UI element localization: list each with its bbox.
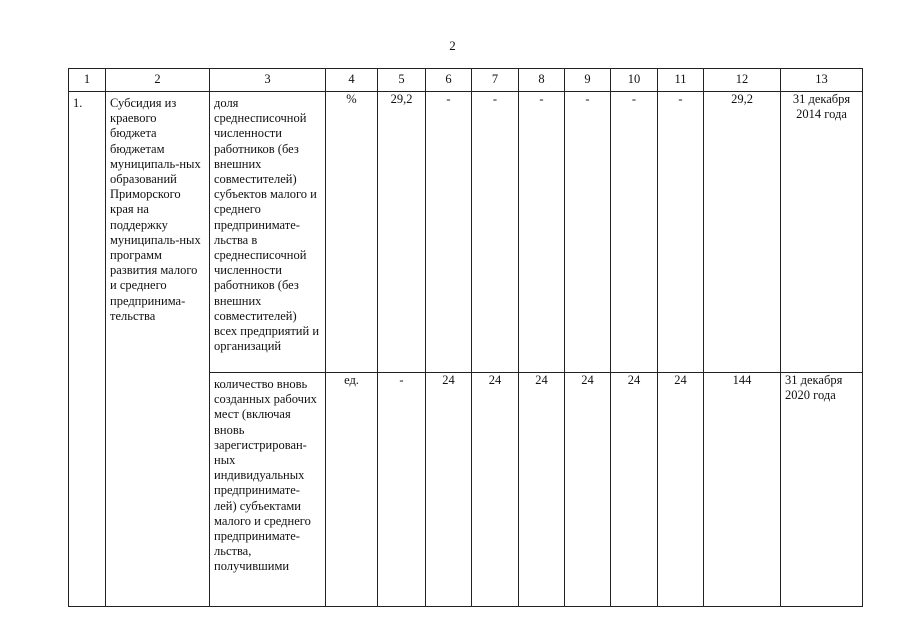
subsidy-name: Субсидия из краевого бюджета бюджетам муниципаль-ных образований Приморского края на поддержку муниципаль-ных программ развития малого и среднего предпринима-тельства — [110, 96, 201, 323]
header-cell: 12 — [704, 69, 781, 92]
value-cell: 24 — [658, 373, 704, 607]
value-cell: 24 — [565, 373, 611, 607]
indicators-table — [68, 68, 863, 607]
value-cell: - — [378, 373, 426, 607]
deadline-cell: 31 декабря 2020 года — [781, 373, 863, 607]
header-cell: 1 — [69, 69, 106, 92]
header-cell: 2 — [106, 69, 210, 92]
value-cell: 24 — [519, 373, 565, 607]
value-cell: - — [611, 92, 658, 373]
value-cell: - — [472, 92, 519, 373]
header-cell: 6 — [426, 69, 472, 92]
value-cell: 24 — [472, 373, 519, 607]
header-cell: 5 — [378, 69, 426, 92]
indicator-text: доля среднесписочной численности работников (без внешних совместителей) субъектов малого и среднего предпринимате-льства в среднесписочной численности работников (без внешних совместителей) всех предприятий и организаций — [214, 96, 320, 354]
header-cell: 10 — [611, 69, 658, 92]
header-cell: 8 — [519, 69, 565, 92]
page-number: 2 — [449, 38, 456, 53]
unit-cell: ед. — [326, 373, 378, 607]
header-cell: 3 — [210, 69, 326, 92]
header-row — [69, 69, 863, 92]
subsidy-name-cell — [106, 92, 210, 607]
indicator-cell — [210, 92, 326, 373]
value-cell: 24 — [611, 373, 658, 607]
row-number-cell — [69, 92, 106, 607]
header-cell: 9 — [565, 69, 611, 92]
header-cell: 13 — [781, 69, 863, 92]
header-cell: 7 — [472, 69, 519, 92]
unit-cell: % — [326, 92, 378, 373]
value-cell: - — [565, 92, 611, 373]
indicator-text: количество вновь созданных рабочих мест (включая вновь зарегистрирован-ных индивидуальных предпринимате-лей) субъектами малого и среднего предпринимате-льства, получившими — [214, 377, 317, 574]
value-cell: - — [426, 92, 472, 373]
total-cell: 29,2 — [704, 92, 781, 373]
value-cell: - — [658, 92, 704, 373]
deadline-cell: 31 декабря 2014 года — [781, 92, 863, 373]
table-row — [69, 92, 863, 373]
value-cell: - — [519, 92, 565, 373]
value-cell: 24 — [426, 373, 472, 607]
indicator-cell — [210, 373, 326, 607]
header-cell: 4 — [326, 69, 378, 92]
row-number: 1. — [73, 96, 83, 110]
total-cell: 144 — [704, 373, 781, 607]
header-cell: 11 — [658, 69, 704, 92]
value-cell: 29,2 — [378, 92, 426, 373]
